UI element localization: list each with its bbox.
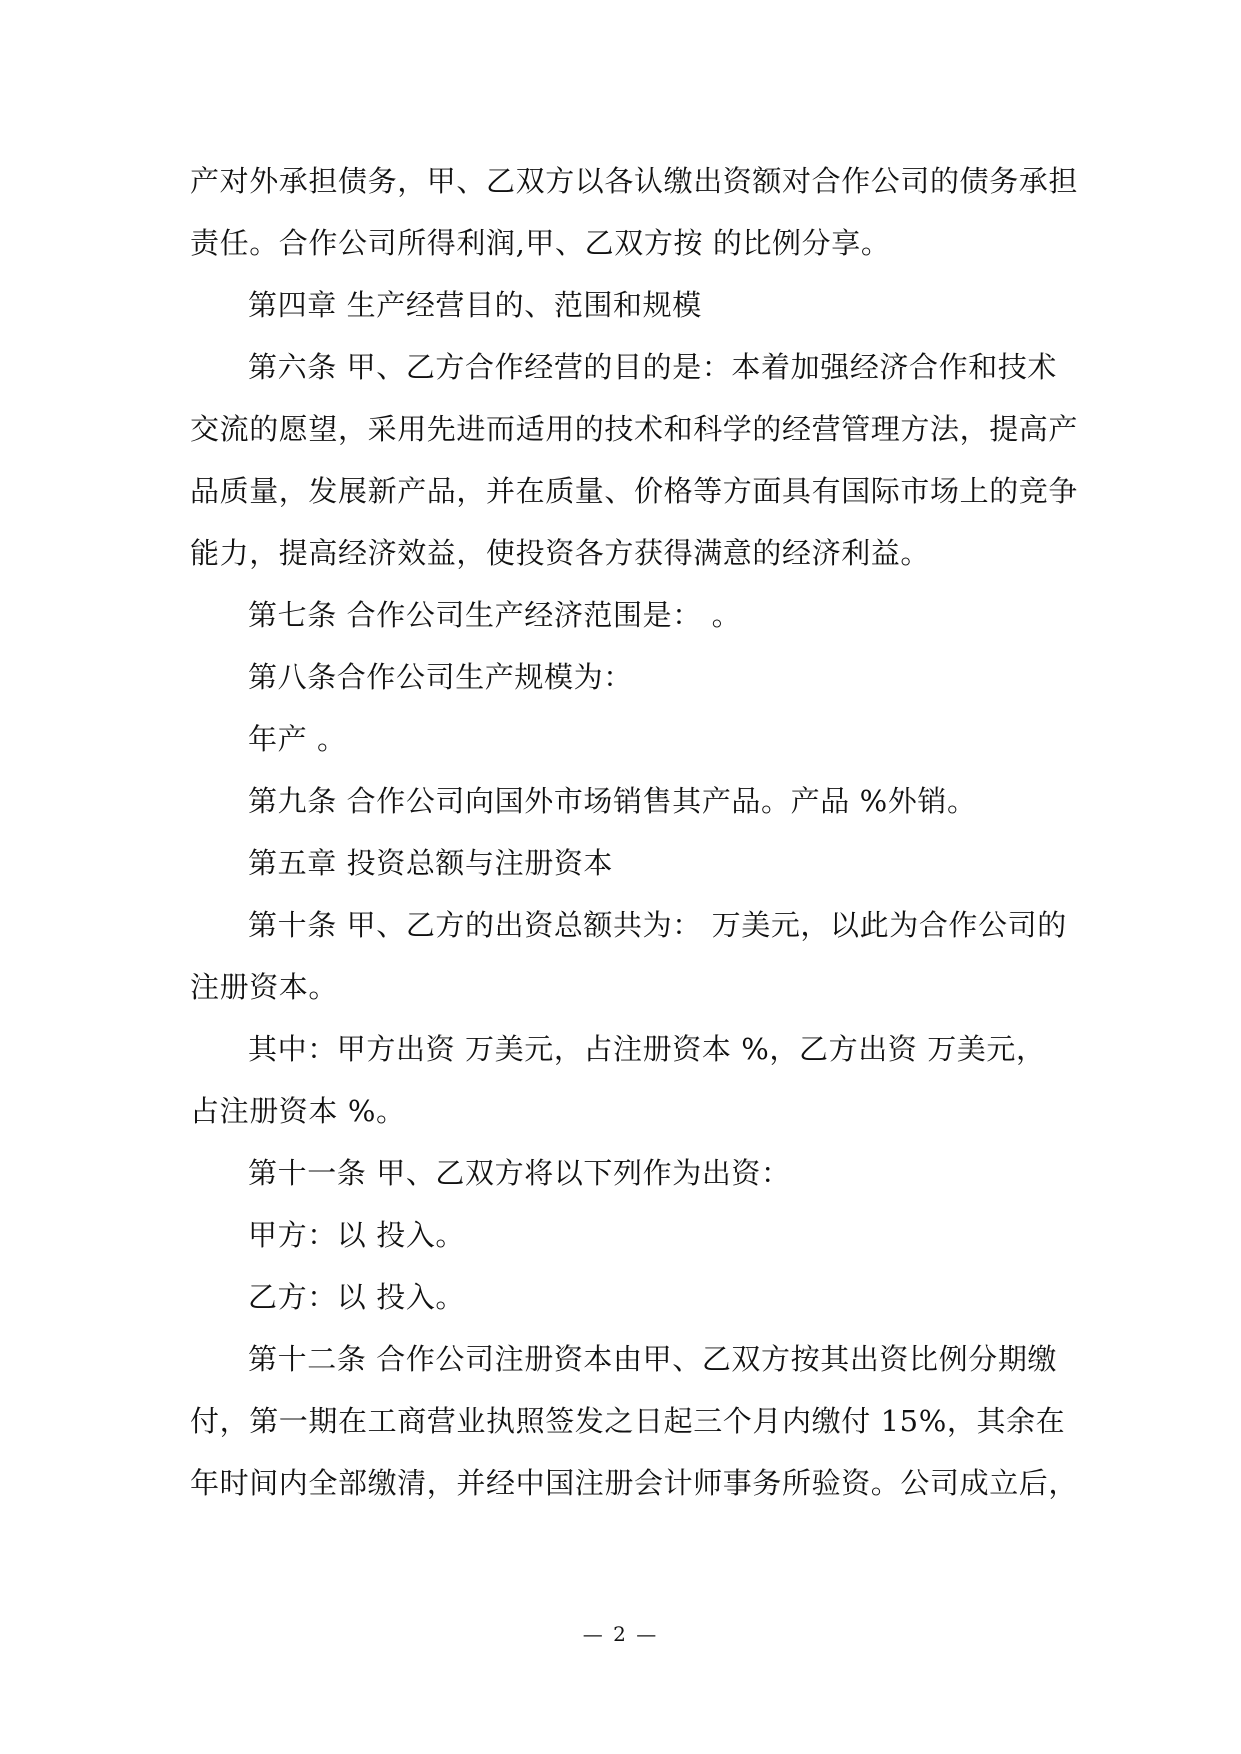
text-line: 第七条 合作公司生产经济范围是： 。 xyxy=(248,598,742,632)
text-line: 占注册资本 %。 xyxy=(190,1094,406,1128)
text-line: 第十条 甲、乙方的出资总额共为： 万美元，以此为合作公司的 xyxy=(248,908,1067,942)
chapter-heading: 第五章 投资总额与注册资本 xyxy=(248,846,614,880)
text-line: 第八条合作公司生产规模为： xyxy=(248,660,633,694)
text-line: 第九条 合作公司向国外市场销售其产品。产品 %外销。 xyxy=(248,784,977,818)
text-line: 注册资本。 xyxy=(190,970,339,1004)
text-line: 能力，提高经济效益，使投资各方获得满意的经济利益。 xyxy=(190,536,931,570)
document-body xyxy=(190,158,1079,1522)
text-line: 甲方：以 投入。 xyxy=(248,1218,466,1252)
text-line: 第十一条 甲、乙双方将以下列作为出资： xyxy=(248,1156,791,1190)
text-line: 品质量，发展新产品，并在质量、价格等方面具有国际市场上的竞争 xyxy=(190,474,1079,508)
text-line: 付，第一期在工商营业执照签发之日起三个月内缴付 15%，其余在 xyxy=(190,1404,1066,1438)
page-number: — 2 — xyxy=(582,1622,659,1646)
text-line: 乙方：以 投入。 xyxy=(248,1280,466,1314)
text-line: 产对外承担债务，甲、乙双方以各认缴出资额对合作公司的债务承担 xyxy=(190,164,1079,198)
text-line: 第六条 甲、乙方合作经营的目的是：本着加强经济合作和技术 xyxy=(248,350,1058,384)
text-line: 年时间内全部缴清，并经中国注册会计师事务所验资。公司成立后， xyxy=(190,1466,1079,1500)
text-line: 第十二条 合作公司注册资本由甲、乙双方按其出资比例分期缴 xyxy=(248,1342,1058,1376)
text-line: 年产 。 xyxy=(248,722,347,756)
text-line: 责任。合作公司所得利润,甲、乙双方按 的比例分享。 xyxy=(190,226,891,260)
text-line: 交流的愿望，采用先进而适用的技术和科学的经营管理方法，提高产 xyxy=(190,412,1079,446)
chapter-heading: 第四章 生产经营目的、范围和规模 xyxy=(248,288,702,322)
text-line: 其中：甲方出资 万美元，占注册资本 %，乙方出资 万美元， xyxy=(248,1032,1046,1066)
